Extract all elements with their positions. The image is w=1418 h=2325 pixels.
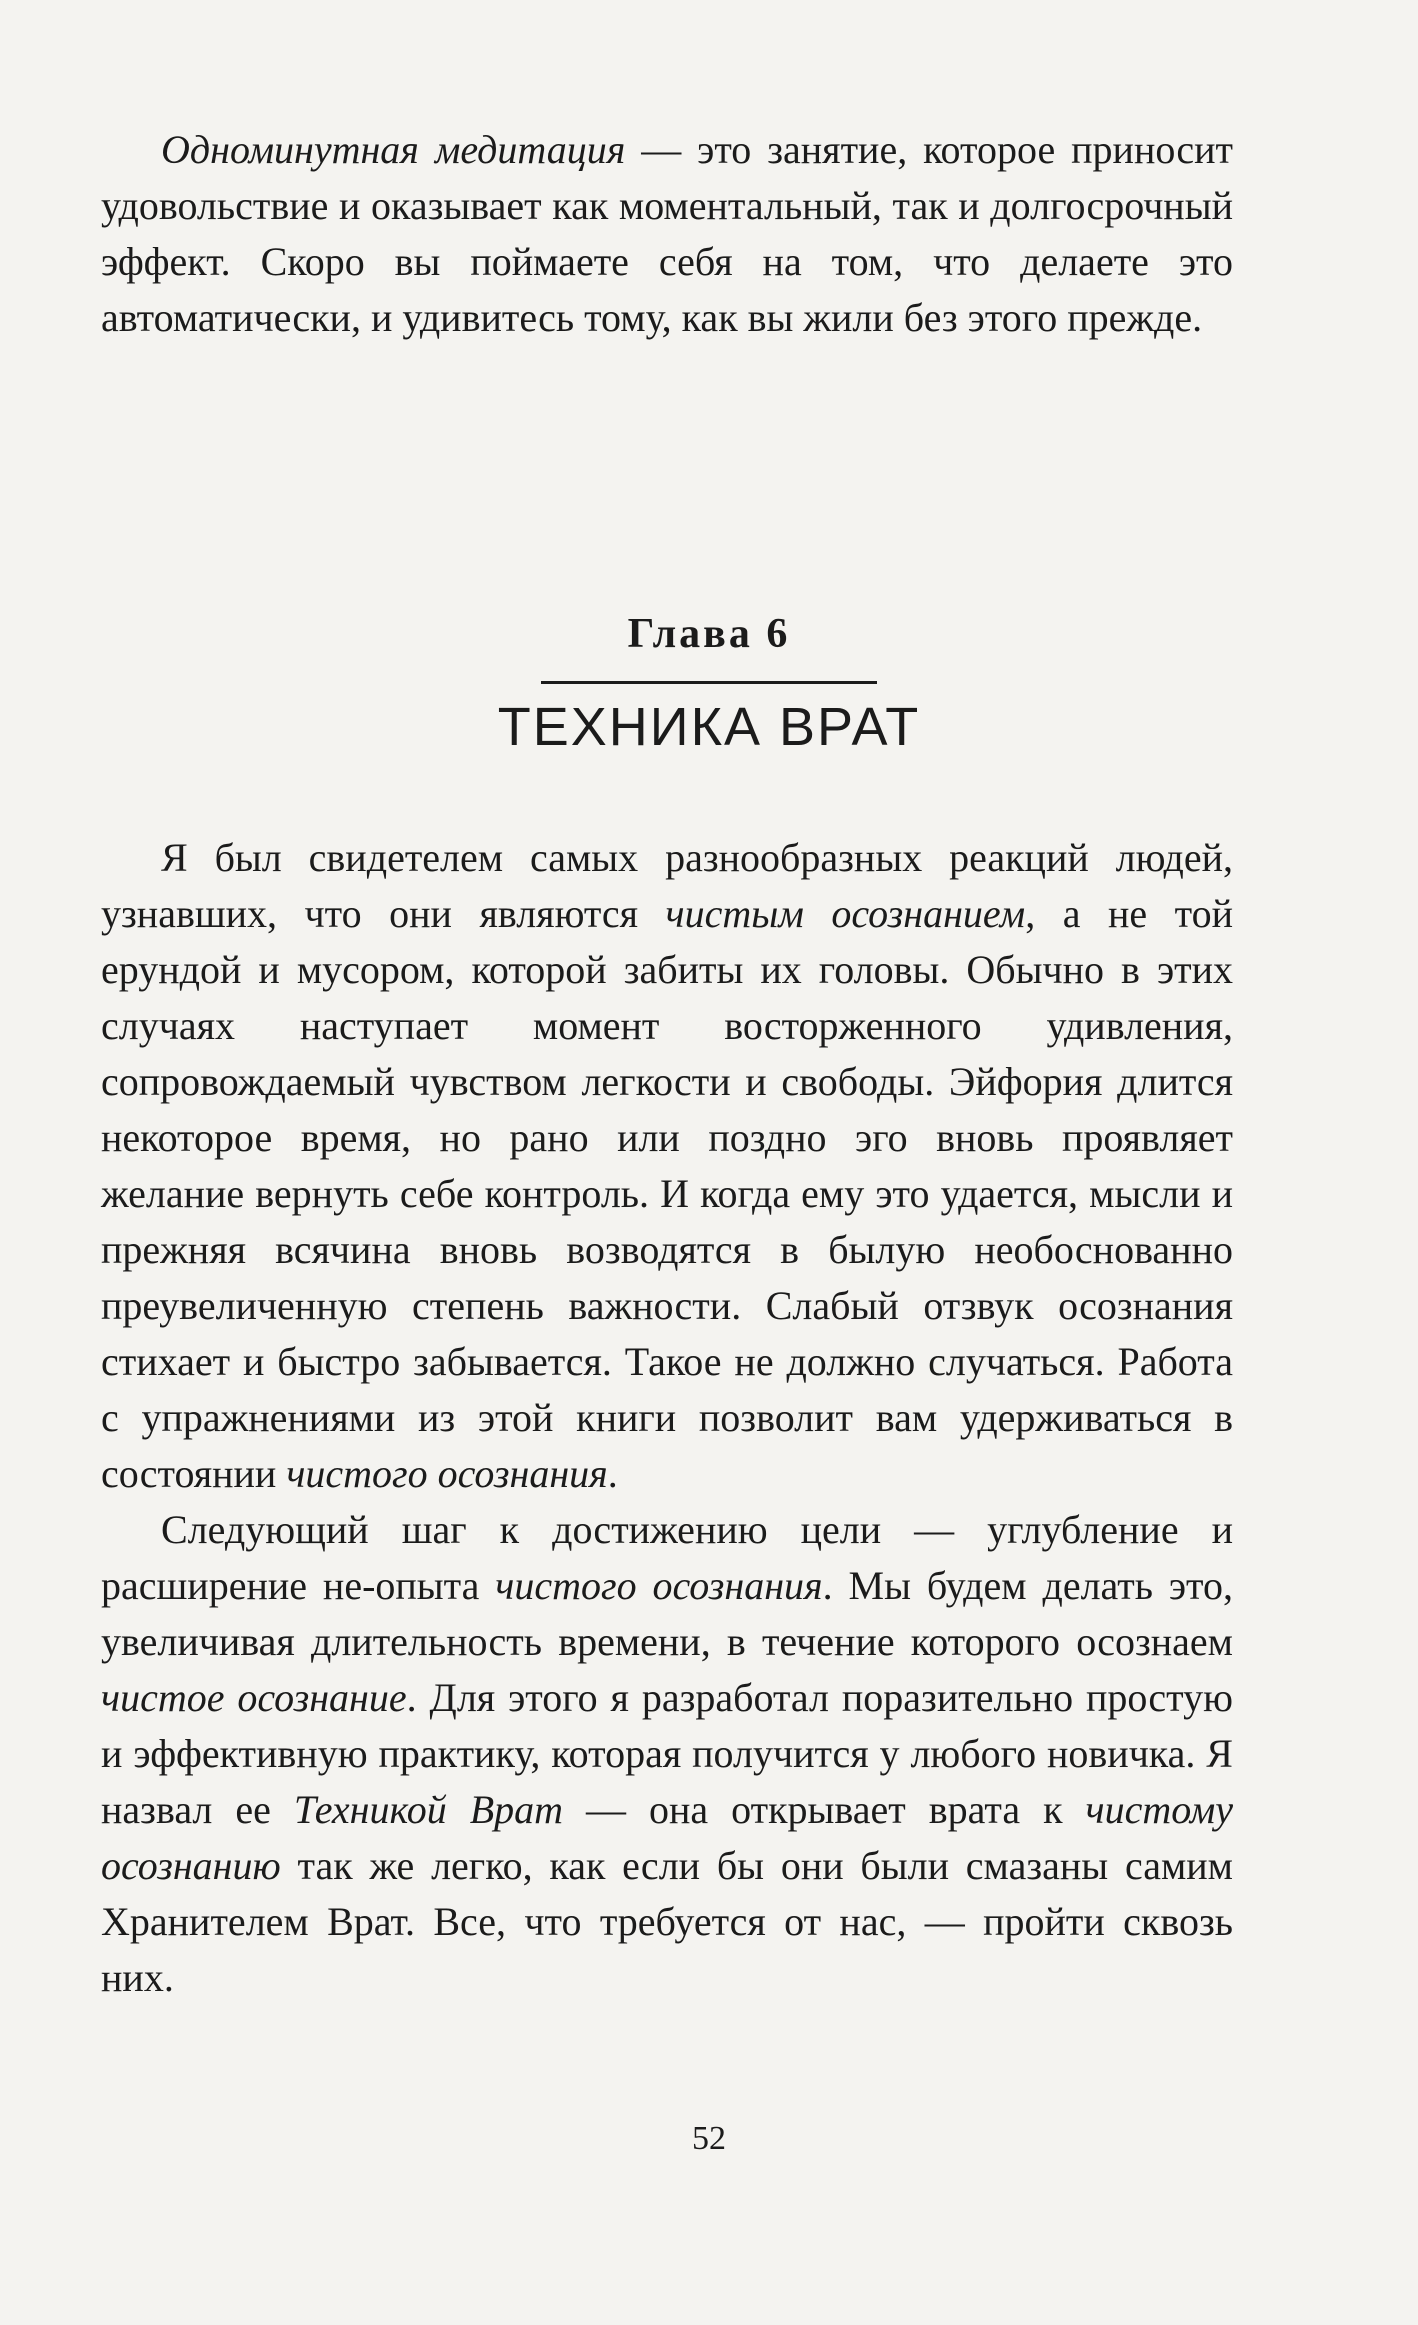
intro-paragraph xyxy=(101,122,1233,346)
p1-italic-2: чистого осознания xyxy=(286,1451,608,1496)
chapter-title: ТЕХНИКА ВРАТ xyxy=(497,697,921,757)
chapter-number: Глава 6 xyxy=(627,611,791,657)
p2-text-5: так же легко, как если бы они были смазаны самим Хранителем Врат. Все, что требуется от нас, — пройти сквозь них. xyxy=(101,1843,1233,2000)
intro-italic-lead: Одноминутная медитация xyxy=(161,127,626,172)
page-number: 52 xyxy=(692,2120,726,2157)
p1-text-2: , а не той ерундой и мусором, которой забиты их головы. Обычно в этих случаях наступает момент восторженного удивления, сопровождаемый чувством легкости и свободы. Эйфория длится некоторое время, но рано или поздно эго вновь проявляет желание вернуть себе контроль. И когда ему это удается, мысли и прежняя всячина вновь возводятся в былую необоснованно преувеличенную степень важности. Слабый отзвук осознания стихает и быстро забывается. Такое не должно случаться. Работа с упражнениями из этой книги позволит вам удерживаться в состоянии xyxy=(101,891,1233,1496)
p2-italic-1: чистого осознания xyxy=(495,1563,823,1608)
p2-text-2: . Мы будем делать это, увеличивая длительность времени, в течение которого осознаем xyxy=(101,1563,1233,1664)
chapter-divider xyxy=(541,681,877,684)
p1-italic-1: чистым осознанием xyxy=(665,891,1026,936)
p1-text-1: Я был свидетелем самых разнообразных реакций людей, узнавших, что они являются xyxy=(101,835,1233,936)
p2-italic-2: чистое осознание xyxy=(101,1675,407,1720)
p2-italic-3: Техникой Врат xyxy=(293,1787,564,1832)
intro-text: — это занятие, которое приносит удовольствие и оказывает как моментальный, так и долгосрочный эффект. Скоро вы поймаете себя на том, что делаете это автоматически, и удивитесь тому, как вы жили без этого прежде. xyxy=(101,127,1233,340)
body-paragraph-2 xyxy=(101,1502,1233,2006)
p2-text-4: — она открывает врата к xyxy=(563,1787,1086,1832)
p1-text-3: . xyxy=(607,1451,618,1496)
intro-paragraph-block xyxy=(101,122,1233,346)
p2-text-1: Следующий шаг к достижению цели — углубление и расширение не-опыта xyxy=(101,1507,1233,1608)
p2-italic-4: чистому осознанию xyxy=(101,1787,1234,1888)
body-paragraph-1 xyxy=(101,830,1233,1502)
p2-text-3: . Для этого я разработал поразительно простую и эффективную практику, которая получится у любого новичка. Я назвал ее xyxy=(101,1675,1233,1832)
chapter-body xyxy=(101,830,1233,2006)
